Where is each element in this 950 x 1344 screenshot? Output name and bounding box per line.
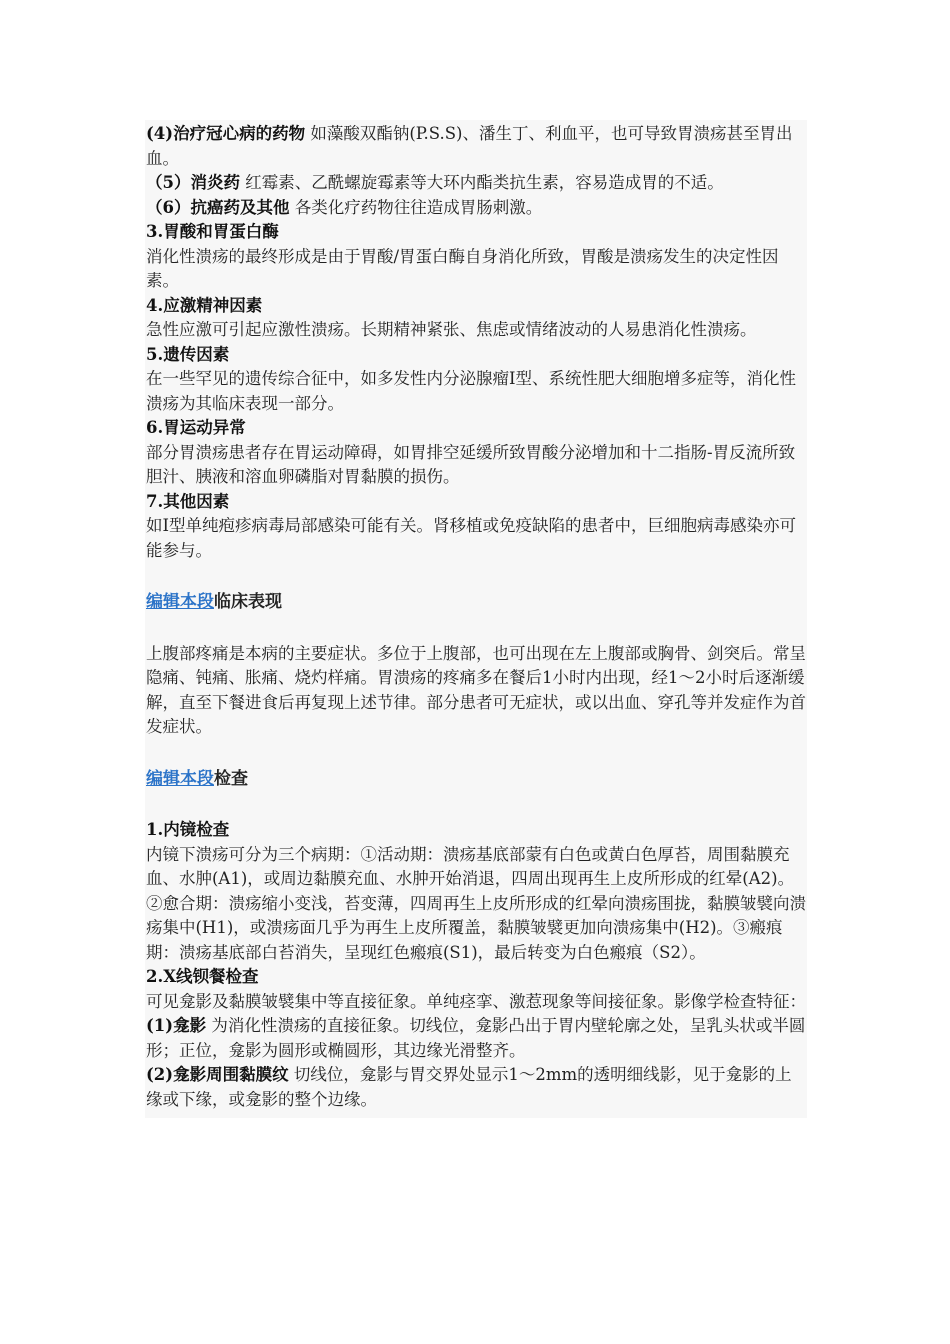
subheading: 4.应激精神因素 xyxy=(146,295,263,315)
subheading: 1.内镜检查 xyxy=(146,820,230,839)
paragraph-text: 如藻酸双酯钠(P.S.S)、潘生丁、利血平，也可导致胃溃疡甚至胃出血。 xyxy=(146,124,793,168)
paragraph xyxy=(145,514,807,563)
paragraph xyxy=(145,367,807,416)
paragraph-text: 内镜下溃疡可分为三个病期：①活动期：溃疡基底部蒙有白色或黄白色厚苔，周围黏膜充血、水肿(A1)，或周边黏膜充血、水肿开始消退，四周出现再生上皮所形成的红晕(A2)。②愈合期：溃疡缩小变浅，苔变薄，四周再生上皮所形成的红晕向溃疡围拢，黏膜皱襞向溃疡集中(H1)，或溃疡面几乎为再生上皮所覆盖，黏膜皱襞更加向溃疡集中(H2)。③瘢痕期：溃疡基底部白苔消失，呈现红色瘢痕(S1)，最后转变为白色瘢痕（S2）。 xyxy=(146,844,806,962)
document-body xyxy=(145,120,807,1118)
section-heading xyxy=(145,590,807,615)
paragraph xyxy=(145,196,807,221)
paragraph xyxy=(145,990,807,1015)
spacer xyxy=(145,791,807,818)
paragraph xyxy=(145,441,807,490)
paragraph xyxy=(145,122,807,171)
paragraph-text: 切线位，龛影与胃交界处显示1～2mm的透明细线影，见于龛影的上缘或下缘，或龛影的整个边缘。 xyxy=(146,1065,792,1109)
spacer xyxy=(145,740,807,767)
paragraph xyxy=(145,1014,807,1063)
edit-section-link[interactable]: 编辑本段 xyxy=(146,592,214,612)
paragraph-text: 为消化性溃疡的直接征象。切线位，龛影凸出于胃内壁轮廓之处，呈乳头状或半圆形；正位，龛影为圆形或椭圆形，其边缘光滑整齐。 xyxy=(146,1016,806,1060)
subheading: 6.胃运动异常 xyxy=(146,418,246,437)
paragraph xyxy=(145,245,807,294)
paragraph xyxy=(145,843,807,966)
paragraph xyxy=(145,171,807,196)
paragraph-text: 上腹部疼痛是本病的主要症状。多位于上腹部，也可出现在左上腹部或胸骨、剑突后。常呈隐痛、钝痛、胀痛、烧灼样痛。胃溃疡的疼痛多在餐后1小时内出现，经1～2小时后逐渐缓解，直至下餐进食后再复现上述节律。部分患者可无症状，或以出血、穿孔等并发症作为首发症状。 xyxy=(146,643,806,736)
subheading: 3.胃酸和胃蛋白酶 xyxy=(146,222,279,241)
paragraph-text: 消化性溃疡的最终形成是由于胃酸/胃蛋白酶自身消化所致，胃酸是溃疡发生的决定性因素。 xyxy=(146,246,779,290)
spacer xyxy=(145,615,807,642)
paragraph-text: 在一些罕见的遗传综合征中，如多发性内分泌腺瘤Ⅰ型、系统性肥大细胞增多症等，消化性溃疡为其临床表现一部分。 xyxy=(146,369,797,413)
paragraph xyxy=(145,1063,807,1112)
spacer xyxy=(145,563,807,590)
paragraph-label: （6）抗癌药及其他 xyxy=(146,197,290,217)
subheading: 5.遗传因素 xyxy=(146,344,230,364)
subheading: 2.X线钡餐检查 xyxy=(146,967,259,986)
edit-section-link[interactable]: 编辑本段 xyxy=(146,768,214,789)
section-title: 检查 xyxy=(214,768,248,789)
paragraph-text: 红霉素、乙酰螺旋霉素等大环内酯类抗生素，容易造成胃的不适。 xyxy=(239,173,724,192)
paragraph-text: 部分胃溃疡患者存在胃运动障碍，如胃排空延缓所致胃酸分泌增加和十二指肠-胃反流所致胆汁、胰液和溶血卵磷脂对胃黏膜的损伤。 xyxy=(146,442,796,486)
paragraph-text: 如Ⅰ型单纯疱疹病毒局部感染可能有关。肾移植或免疫缺陷的患者中，巨细胞病毒感染亦可能参与。 xyxy=(146,516,797,560)
paragraph-text: 急性应激可引起应激性溃疡。长期精神紧张、焦虑或情绪波动的人易患消化性溃疡。 xyxy=(146,320,757,339)
paragraph-label: (2)龛影周围黏膜纹 xyxy=(146,1065,289,1084)
paragraph xyxy=(145,318,807,343)
paragraph-label: （5）消炎药 xyxy=(146,173,240,192)
section-heading xyxy=(145,767,807,792)
paragraph xyxy=(145,642,807,740)
subheading: 7.其他因素 xyxy=(146,491,230,511)
paragraph-text: 各类化疗药物往往造成胃肠刺激。 xyxy=(289,197,543,217)
section-title: 临床表现 xyxy=(214,592,282,612)
paragraph-label: (1)龛影 xyxy=(146,1016,207,1035)
paragraph-text: 可见龛影及黏膜皱襞集中等直接征象。单纯痉挛、激惹现象等间接征象。影像学检查特征： xyxy=(146,991,806,1011)
paragraph-label: (4)治疗冠心病的药物 xyxy=(146,124,306,143)
